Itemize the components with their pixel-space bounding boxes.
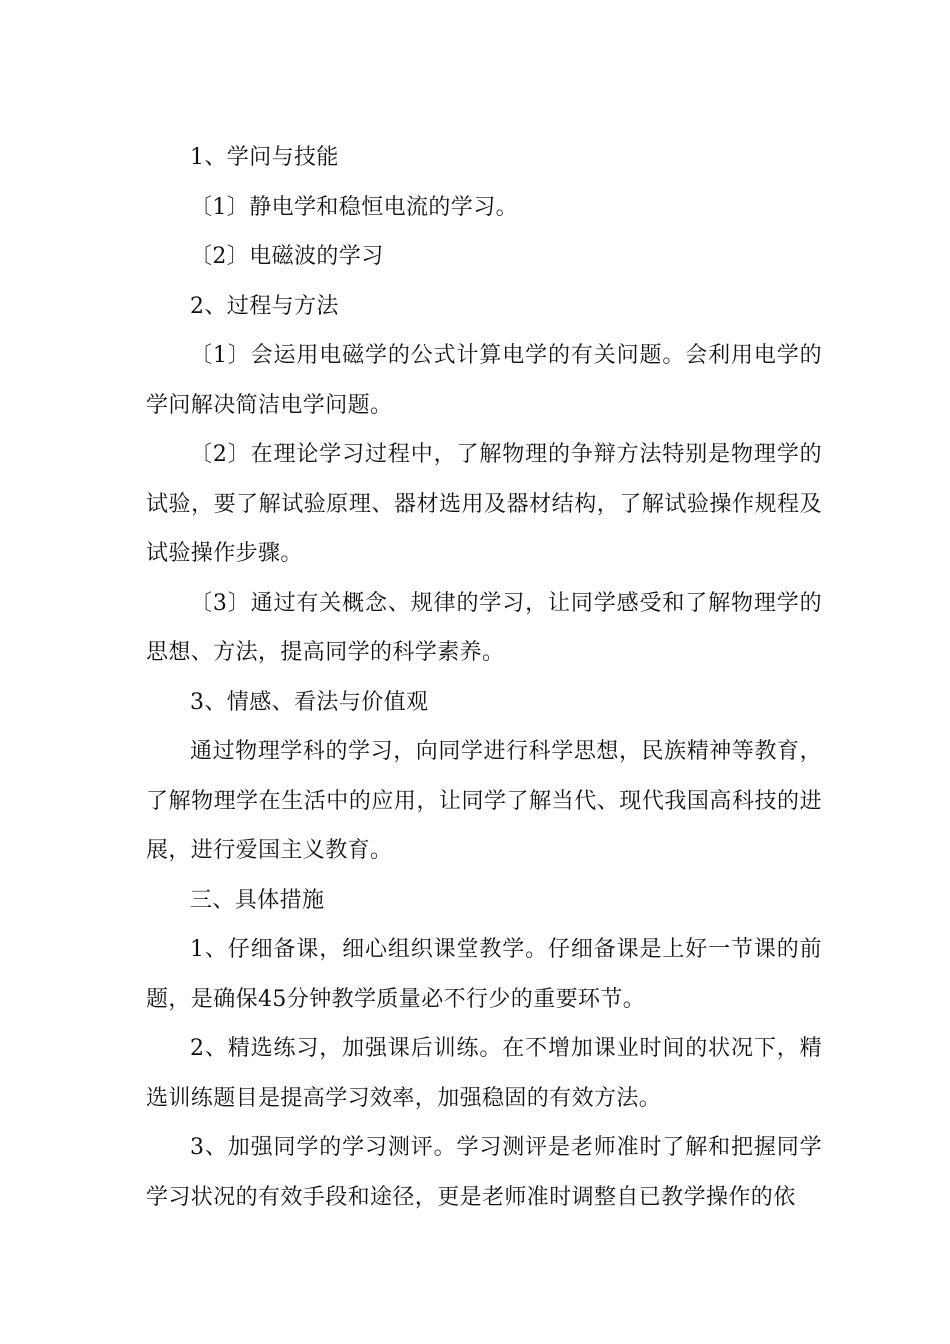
- section-heading-process-method: 2、过程与方法: [190, 293, 339, 319]
- section-heading-specific-measures: 三、具体措施: [190, 887, 325, 913]
- paragraph-item: 〔2〕电磁波的学习: [190, 244, 384, 269]
- paragraph-item: 〔3〕通过有关概念、规律的学习，让同学感受和了解物理学的思想、方法，提高同学的科学素养。: [146, 590, 822, 665]
- section-heading-emotion-values: 3、情感、看法与价值观: [190, 689, 429, 715]
- document-body: [146, 133, 822, 1222]
- paragraph-item: 1、仔细备课，细心组织课堂教学。仔细备课是上好一节课的前题，是确保45分钟教学质量必不行少的重要环节。: [146, 937, 822, 1012]
- paragraph-item: 〔1〕静电学和稳恒电流的学习。: [190, 194, 518, 220]
- paragraph-item: 通过物理学科的学习，向同学进行科学思想，民族精神等教育，了解物理学在生活中的应用，让同学了解当代、现代我国高科技的进展，进行爱国主义教育。: [146, 739, 822, 863]
- paragraph-item: 2、精选练习，加强课后训练。在不增加课业时间的状况下，精选训练题目是提高学习效率，加强稳固的有效方法。: [146, 1036, 822, 1111]
- paragraph-item: 〔1〕会运用电磁学的公式计算电学的有关问题。会利用电学的学问解决简洁电学问题。: [146, 343, 822, 418]
- paragraph-item: 〔2〕在理论学习过程中，了解物理的争辩方法特别是物理学的试验，要了解试验原理、器材选用及器材结构，了解试验操作规程及试验操作步骤。: [146, 442, 822, 566]
- section-heading-knowledge-skills: 1、学问与技能: [190, 145, 339, 170]
- paragraph-item: 3、加强同学的学习测评。学习测评是老师准时了解和把握同学学习状况的有效手段和途径，更是老师准时调整自已教学操作的依: [146, 1135, 822, 1210]
